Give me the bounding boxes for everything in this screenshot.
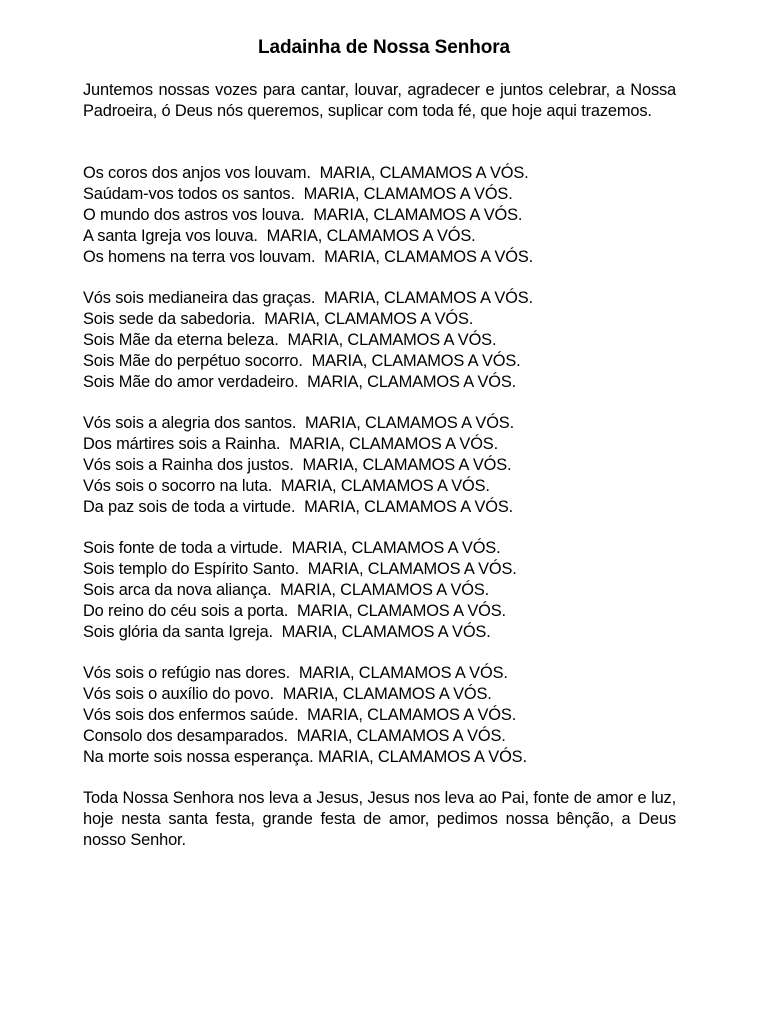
verse-line: Da paz sois de toda a virtude. MARIA, CLAMAMOS A VÓS. [83, 498, 514, 516]
verse-line: Os homens na terra vos louvam. MARIA, CLAMAMOS A VÓS. [83, 248, 534, 266]
verse-line: Vós sois dos enfermos saúde. MARIA, CLAMAMOS A VÓS. [83, 706, 517, 724]
stanza-2 [83, 288, 683, 393]
page-title: Ladainha de Nossa Senhora [258, 37, 510, 58]
verse-line: Sois arca da nova aliança. MARIA, CLAMAMOS A VÓS. [83, 581, 490, 599]
verse-line: Sois Mãe do perpétuo socorro. MARIA, CLAMAMOS A VÓS. [83, 352, 521, 370]
verse-line: Sois sede da sabedoria. MARIA, CLAMAMOS A VÓS. [83, 310, 474, 328]
verse-line: O mundo dos astros vos louva. MARIA, CLAMAMOS A VÓS. [83, 206, 523, 224]
verse-line: Saúdam-vos todos os santos. MARIA, CLAMAMOS A VÓS. [83, 185, 513, 203]
stanza-5 [83, 663, 683, 768]
stanza-1 [83, 163, 683, 268]
verse-line: Sois templo do Espírito Santo. MARIA, CLAMAMOS A VÓS. [83, 560, 517, 578]
outro-paragraph: Toda Nossa Senhora nos leva a Jesus, Jesus nos leva ao Pai, fonte de amor e luz, hoje nesta santa festa, grande festa de amor, pedimos nossa bênção, a Deus nosso Senhor. [83, 789, 676, 849]
intro-paragraph: Juntemos nossas vozes para cantar, louvar, agradecer e juntos celebrar, a Nossa Padroeira, ó Deus nós queremos, suplicar com toda fé, que hoje aqui trazemos. [83, 81, 676, 120]
verse-line: Os coros dos anjos vos louvam. MARIA, CLAMAMOS A VÓS. [83, 164, 529, 182]
verse-line: Vós sois a alegria dos santos. MARIA, CLAMAMOS A VÓS. [83, 414, 514, 432]
verse-line: Sois glória da santa Igreja. MARIA, CLAMAMOS A VÓS. [83, 623, 491, 641]
verse-line: Vós sois medianeira das graças. MARIA, CLAMAMOS A VÓS. [83, 289, 533, 307]
verse-line: A santa Igreja vos louva. MARIA, CLAMAMOS A VÓS. [83, 227, 476, 245]
verse-line: Vós sois o socorro na luta. MARIA, CLAMAMOS A VÓS. [83, 477, 490, 495]
verse-line: Sois Mãe do amor verdadeiro. MARIA, CLAMAMOS A VÓS. [83, 373, 517, 391]
verse-line: Sois Mãe da eterna beleza. MARIA, CLAMAMOS A VÓS. [83, 331, 497, 349]
verse-line: Vós sois o refúgio nas dores. MARIA, CLAMAMOS A VÓS. [83, 664, 508, 682]
verse-line: Na morte sois nossa esperança. MARIA, CLAMAMOS A VÓS. [83, 748, 527, 766]
verse-line: Do reino do céu sois a porta. MARIA, CLAMAMOS A VÓS. [83, 602, 506, 620]
verse-line: Vós sois o auxílio do povo. MARIA, CLAMAMOS A VÓS. [83, 685, 492, 703]
verse-line: Vós sois a Rainha dos justos. MARIA, CLAMAMOS A VÓS. [83, 456, 512, 474]
stanza-3 [83, 413, 683, 518]
verse-line: Sois fonte de toda a virtude. MARIA, CLAMAMOS A VÓS. [83, 539, 501, 557]
stanza-4 [83, 538, 683, 643]
verse-line: Dos mártires sois a Rainha. MARIA, CLAMAMOS A VÓS. [83, 435, 498, 453]
verse-line: Consolo dos desamparados. MARIA, CLAMAMOS A VÓS. [83, 727, 506, 745]
